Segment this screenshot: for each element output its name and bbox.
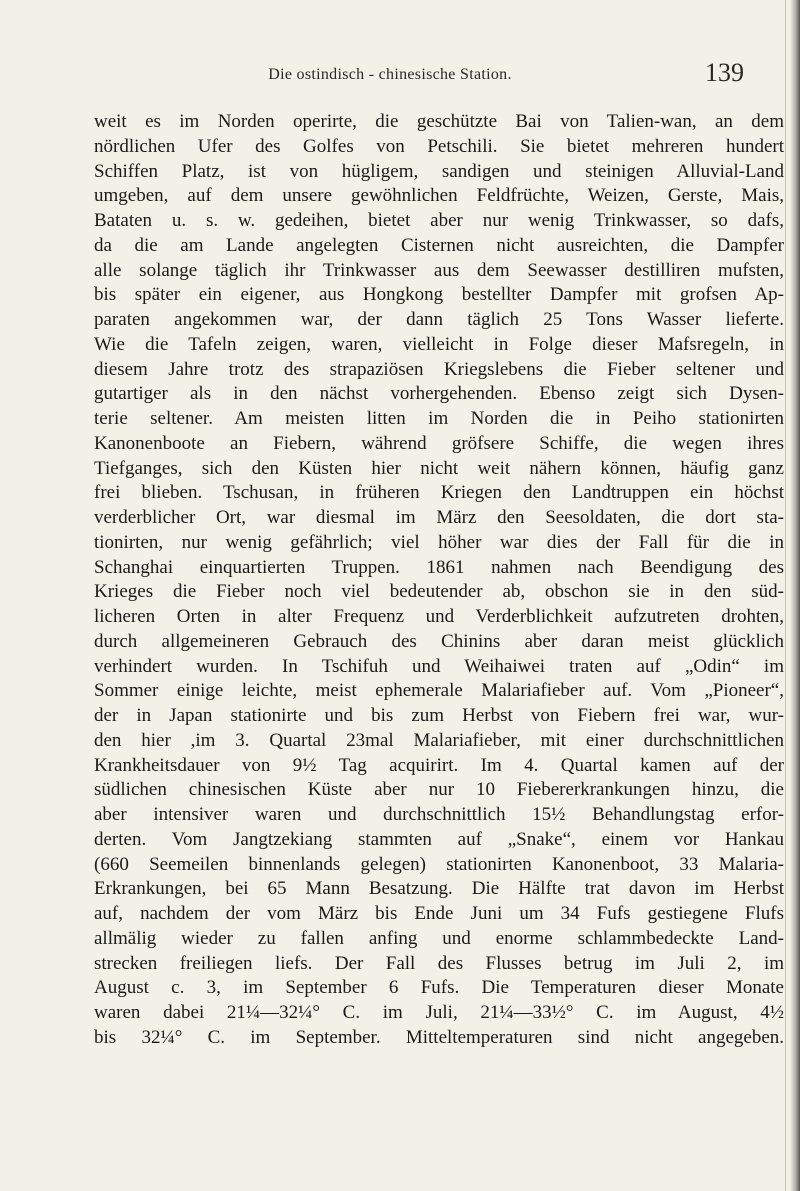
text-line: diesem Jahre trotz des strapaziösen Kriegslebens die Fieber seltener und	[94, 358, 784, 380]
text-line: tionirten, nur wenig gefährlich; viel höher war dies der Fall für die in	[94, 531, 784, 553]
text-line: bis 32¼° C. im September. Mitteltemperaturen sind nicht angegeben.	[94, 1026, 784, 1048]
text-line: Tiefganges, sich den Küsten hier nicht weit nähern können, häufig ganz	[94, 457, 784, 479]
body-text	[94, 110, 784, 1051]
text-line: allmälig wieder zu fallen anfing und enorme schlammbedeckte Land-	[94, 927, 784, 949]
text-line: Krankheitsdauer von 9½ Tag acquirirt. Im 4. Quartal kamen auf der	[94, 754, 784, 776]
text-line: August c. 3, im September 6 Fufs. Die Temperaturen dieser Monate	[94, 977, 784, 999]
text-line: nördlichen Ufer des Golfes von Petschili. Sie bietet mehreren hundert	[94, 135, 784, 157]
text-line: Kanonenboote an Fiebern, während gröfsere Schiffe, die wegen ihres	[94, 432, 784, 454]
text-line: da die am Lande angelegten Cisternen nicht ausreichten, die Dampfer	[94, 234, 784, 256]
text-line: alle solange täglich ihr Trinkwasser aus dem Seewasser destilliren mufsten,	[94, 259, 784, 281]
page-number: 139	[705, 58, 744, 87]
text-line: Bataten u. s. w. gedeihen, bietet aber nur wenig Trinkwasser, so dafs,	[94, 210, 784, 231]
text-line: strecken freiliegen liefs. Der Fall des Flusses betrug im Juli 2, im	[94, 952, 784, 974]
text-line: licheren Orten in alter Frequenz und Verderblichkeit aufzutreten drohten,	[94, 606, 784, 627]
page-edge-shadow	[790, 0, 800, 1191]
text-line: gutartiger als in den nächst vorhergehenden. Ebenso zeigt sich Dysen-	[94, 383, 784, 405]
text-line: Schiffen Platz, ist von hügligem, sandigen und steinigen Alluvial-Land	[94, 160, 784, 182]
text-line: verderblicher Ort, war diesmal im März den Seesoldaten, die dort sta-	[94, 507, 784, 528]
text-line: terie seltener. Am meisten litten im Norden die in Peiho stationirten	[94, 408, 784, 429]
text-line: den hier ,im 3. Quartal 23mal Malariafieber, mit einer durchschnittlichen	[94, 729, 784, 751]
text-line: verhindert wurden. In Tschifuh und Weihaiwei traten auf „Odin“ im	[94, 655, 784, 677]
text-line: Erkrankungen, bei 65 Mann Besatzung. Die Hälfte trat davon im Herbst	[94, 878, 784, 900]
text-line: durch allgemeineren Gebrauch des Chinins aber daran meist glücklich	[94, 630, 784, 652]
text-line: frei blieben. Tschusan, in früheren Kriegen den Landtruppen ein höchst	[94, 482, 784, 504]
text-line: südlichen chinesischen Küste aber nur 10 Fiebererkrankungen hinzu, die	[94, 779, 784, 801]
text-line: bis später ein eigener, aus Hongkong bestellter Dampfer mit grofsen Ap-	[94, 284, 784, 306]
text-line: Sommer einige leichte, meist ephemerale Malariafieber auf. Vom „Pioneer“,	[94, 680, 784, 702]
text-line: Krieges die Fieber noch viel bedeutender ab, obschon sie in den süd-	[94, 581, 784, 603]
text-line: weit es im Norden operirte, die geschützte Bai von Talien-wan, an dem	[94, 111, 784, 132]
text-line: auf, nachdem der vom März bis Ende Juni um 34 Fufs gestiegene Flufs	[94, 903, 784, 924]
running-head: Die ostindisch - chinesische Station.	[268, 66, 512, 83]
text-line: paraten angekommen war, der dann täglich 25 Tons Wasser lieferte.	[94, 309, 784, 330]
text-line: umgeben, auf dem unsere gewöhnlichen Feldfrüchte, Weizen, Gerste, Mais,	[94, 185, 784, 207]
text-line: Schanghai einquartierten Truppen. 1861 nahmen nach Beendigung des	[94, 556, 784, 578]
text-line: der in Japan stationirte und bis zum Herbst von Fiebern frei war, wur-	[94, 705, 784, 726]
text-line: (660 Seemeilen binnenlands gelegen) stationirten Kanonenboot, 33 Malaria-	[94, 853, 784, 875]
text-line: waren dabei 21¼—32¼° C. im Juli, 21¼—33½° C. im August, 4½	[94, 1002, 784, 1023]
text-line: Wie die Tafeln zeigen, waren, vielleicht in Folge dieser Mafsregeln, in	[94, 333, 784, 355]
page-edge-line	[785, 0, 786, 1191]
text-line: aber intensiver waren und durchschnittlich 15½ Behandlungstag erfor-	[94, 804, 784, 825]
text-line: derten. Vom Jangtzekiang stammten auf „Snake“, einem vor Hankau	[94, 828, 784, 850]
